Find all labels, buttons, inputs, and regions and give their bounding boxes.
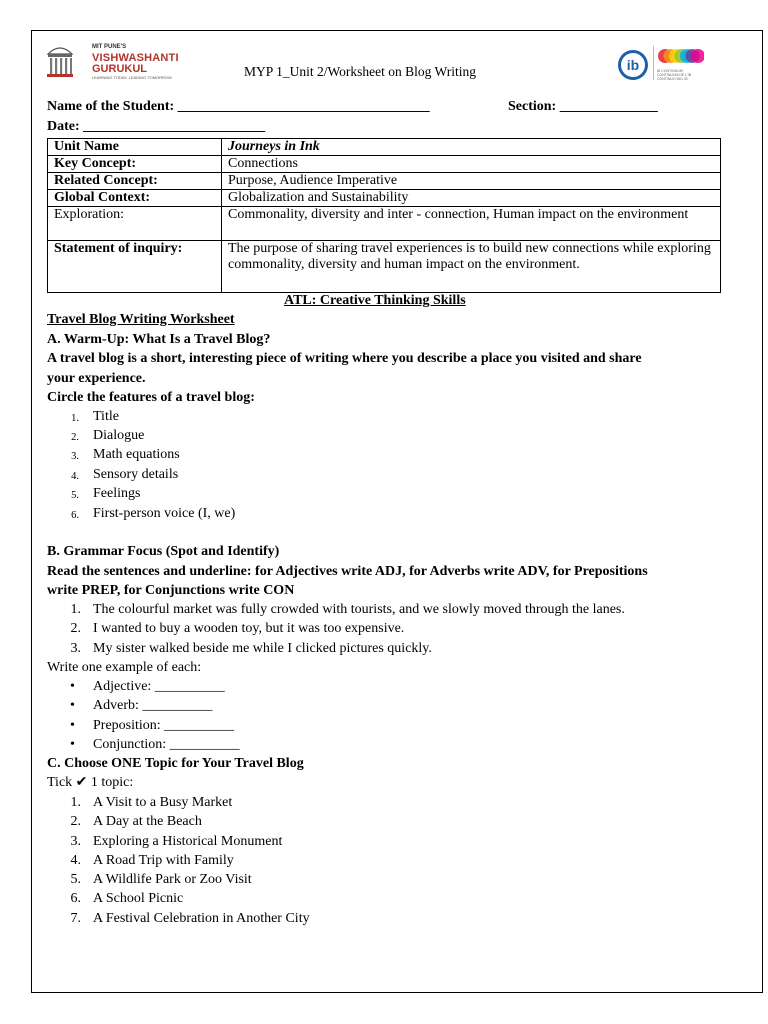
ib-continuum-icon [658,45,704,67]
table-row [48,139,721,156]
unit-name-value: Journeys in Ink [222,139,721,156]
unit-name-label: Unit Name [48,139,222,156]
building-icon [44,42,76,82]
related-concept-value: Purpose, Audience Imperative [222,173,721,190]
table-row [48,173,721,190]
inquiry-value: The purpose of sharing travel experiences is to build new connections while exploring commonality, diversity and human impact on the environment. [222,241,721,293]
global-context-value: Globalization and Sustainability [222,190,721,207]
key-concept-label: Key Concept: [48,156,222,173]
svg-text:ib: ib [626,57,640,73]
related-concept-label: Related Concept: [48,173,222,190]
logo-small-text: MIT PUNE'S [92,44,127,50]
logo-name-line2: GURUKUL [92,63,147,75]
table-row [48,156,721,173]
section-a-heading: A. Warm-Up: What Is a Travel Blog? [47,332,271,347]
student-name-field[interactable]: Name of the Student: ____________________________________ [47,99,430,114]
school-logo [44,42,179,84]
tick-instruction: Tick ✔ 1 topic: [47,775,134,790]
table-row [48,241,721,293]
key-concept-value: Connections [222,156,721,173]
section-a-desc-line2: your experience. [47,371,146,386]
worksheet-title: Travel Blog Writing Worksheet [47,312,235,327]
header-title: MYP 1_Unit 2/Worksheet on Blog Writing [244,64,476,79]
write-example-prompt: Write one example of each: [47,660,202,675]
table-row [48,190,721,207]
section-a-desc-line1: A travel blog is a short, interesting piece of writing where you describe a place you visited and share [47,351,642,366]
section-b-instruction-line1: Read the sentences and underline: for Adjectives write ADJ, for Adverbs write ADV, for Prepositions [47,564,648,579]
exploration-value: Commonality, diversity and inter - connection, Human impact on the environment [222,207,721,241]
date-field[interactable]: Date: __________________________ [47,119,266,134]
logo-name-line1: VISHWASHANTI [92,52,179,64]
atl-heading: ATL: Creative Thinking Skills [284,293,466,308]
section-a-instruction: Circle the features of a travel blog: [47,390,255,405]
ib-caption: IB CONTINUUM CONTINUUM DE L'IB CONTINUO DEL IB [657,69,692,81]
section-field[interactable]: Section: ______________ [508,99,658,114]
ib-mark-icon [616,48,650,82]
unit-info-table [47,138,721,293]
logo-tagline: LEARNING TODAY, LEADING TOMORROW [92,75,172,80]
section-b-instruction-line2: write PREP, for Conjunctions write CON [47,583,295,598]
ib-logo [616,44,706,84]
global-context-label: Global Context: [48,190,222,207]
exploration-label: Exploration: [48,207,222,241]
table-row [48,207,721,241]
section-b-heading: B. Grammar Focus (Spot and Identify) [47,544,280,559]
section-c-heading: C. Choose ONE Topic for Your Travel Blog [47,756,304,771]
inquiry-label: Statement of inquiry: [48,241,222,293]
